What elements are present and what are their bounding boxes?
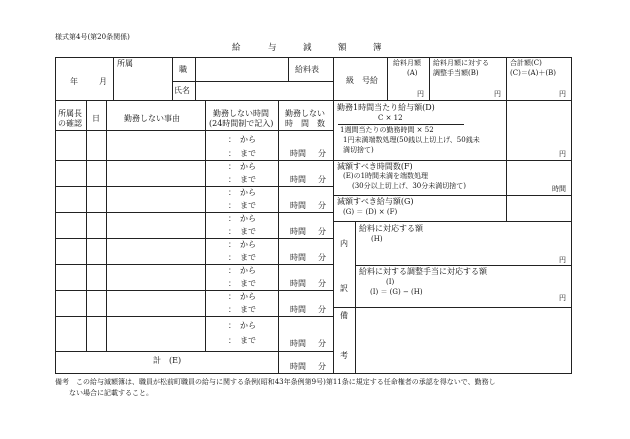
hour-unit: 時間 (290, 279, 306, 288)
fraction-bar (338, 124, 464, 125)
title-char: 給 (232, 43, 241, 53)
f-title: 減額すべき時間数(F) (337, 162, 413, 171)
hour-unit: 時間 (290, 227, 306, 236)
yen-unit: 円 (559, 294, 566, 302)
monthly-salary-code: (A) (407, 69, 418, 77)
hour-unit: 時間 (290, 339, 306, 348)
minute-unit: 分 (318, 149, 326, 158)
day-header: 日 (92, 114, 100, 123)
approval-header-2: の確認 (58, 119, 82, 128)
d-numerator: C × 12 (378, 114, 403, 122)
f-note: (E)の1時間未満を端数処理 (343, 172, 429, 180)
minute-unit: 分 (318, 201, 326, 210)
approval-header: 所属長 (58, 109, 82, 118)
minute-unit: 分 (318, 279, 326, 288)
adjust-allowance-label: 給料月額に対する (433, 59, 489, 67)
hour-unit: 時間 (290, 305, 306, 314)
affiliation-label: 所属 (117, 59, 133, 68)
minute-unit: 分 (318, 253, 326, 262)
h-label: (H) (371, 235, 383, 243)
g-formula: (G) ＝ (D) × (F) (343, 208, 398, 216)
yen-unit: 円 (559, 150, 566, 158)
title-char: 額 (338, 43, 347, 53)
time-to: ： まで (228, 305, 256, 314)
total-monthly-formula: (C)＝(A)＋(B) (510, 69, 556, 77)
d-note-2: 満切捨て) (343, 146, 374, 154)
time-to: ： まで (228, 279, 256, 288)
breakdown-label: 内 (340, 239, 348, 248)
minute-unit: 分 (318, 339, 326, 348)
adjust-allowance-code: 調整手当額(B) (433, 69, 479, 77)
hours-header: 勤務しない (285, 109, 325, 118)
name-label: 氏名 (174, 86, 190, 95)
minute-unit: 分 (318, 227, 326, 236)
title-char: 与 (268, 43, 277, 53)
i-title: 給料に対する調整手当に対応する額 (359, 267, 487, 276)
d-note: 1円未満端数処理(50銭以上切上げ、50銭未 (343, 136, 480, 144)
i-formula: (I) ＝ (G) − (H) (370, 288, 423, 296)
time-from: ： から (228, 135, 256, 144)
time-from: ： から (228, 240, 256, 249)
breakdown-label-2: 訳 (340, 284, 348, 293)
time-from: ： から (228, 321, 256, 330)
i-label: (I) (386, 278, 395, 286)
hour-unit: 時間 (290, 175, 306, 184)
yen-unit: 円 (494, 90, 501, 98)
time-to: ： まで (228, 227, 256, 236)
hour-unit: 時間 (290, 201, 306, 210)
time-from: ： から (228, 162, 256, 171)
d-title: 勤務1時間当たり給与額(D) (337, 103, 435, 112)
time-from: ： から (228, 214, 256, 223)
position-label: 職 (179, 65, 187, 74)
grade-label: 級 号給 (346, 76, 378, 85)
remarks-label-2: 考 (340, 351, 348, 360)
month-label: 月 (99, 77, 107, 86)
total-monthly-label: 合計額(C) (510, 59, 542, 67)
time-header: 勤務しない時間 (213, 109, 269, 118)
minute-unit: 分 (318, 362, 326, 371)
year-label: 年 (70, 77, 78, 86)
reason-header: 勤務しない事由 (124, 114, 180, 123)
hours-header-2: 時 間 数 (285, 119, 325, 128)
form-label: 様式第4号(第20条関係) (55, 33, 130, 41)
time-to: ： まで (228, 253, 256, 262)
f-note-2: (30分以上切上げ、30分未満切捨て) (352, 182, 466, 190)
hour-unit: 時間 (290, 362, 306, 371)
minute-unit: 分 (318, 305, 326, 314)
time-to: ： まで (228, 336, 256, 345)
yen-unit: 円 (559, 256, 566, 264)
salary-table-label: 給料表 (295, 65, 319, 74)
footnote-2: ない場合に記載すること。 (69, 389, 153, 397)
time-from: ： から (228, 188, 256, 197)
yen-unit: 円 (559, 90, 566, 98)
monthly-salary-label: 給料月額 (393, 59, 421, 67)
hour-unit: 時間 (290, 149, 306, 158)
time-to: ： まで (228, 149, 256, 158)
total-label: 計 (E) (153, 356, 182, 365)
time-from: ： から (228, 266, 256, 275)
hour-unit: 時間 (552, 185, 566, 193)
h-title: 給料に対応する額 (359, 224, 423, 233)
footnote: 備考 この給与減額簿は、職員が松前町職員の給与に関する条例(昭和43年条例第9号)第11条に規定する任命権者の承認を得ないで、勤務し (55, 378, 496, 386)
g-title: 減額すべき給与額(G) (337, 197, 414, 206)
title-char: 簿 (373, 43, 382, 53)
hour-unit: 時間 (290, 253, 306, 262)
time-from: ： から (228, 292, 256, 301)
minute-unit: 分 (318, 175, 326, 184)
title-char: 減 (303, 43, 312, 53)
remarks-label: 備 (340, 311, 348, 320)
time-header-2: (24時間制で記入) (209, 119, 274, 128)
d-denominator: 1週間当たりの勤務時間 × 52 (340, 126, 434, 134)
yen-unit: 円 (417, 90, 424, 98)
time-to: ： まで (228, 201, 256, 210)
time-to: ： まで (228, 175, 256, 184)
